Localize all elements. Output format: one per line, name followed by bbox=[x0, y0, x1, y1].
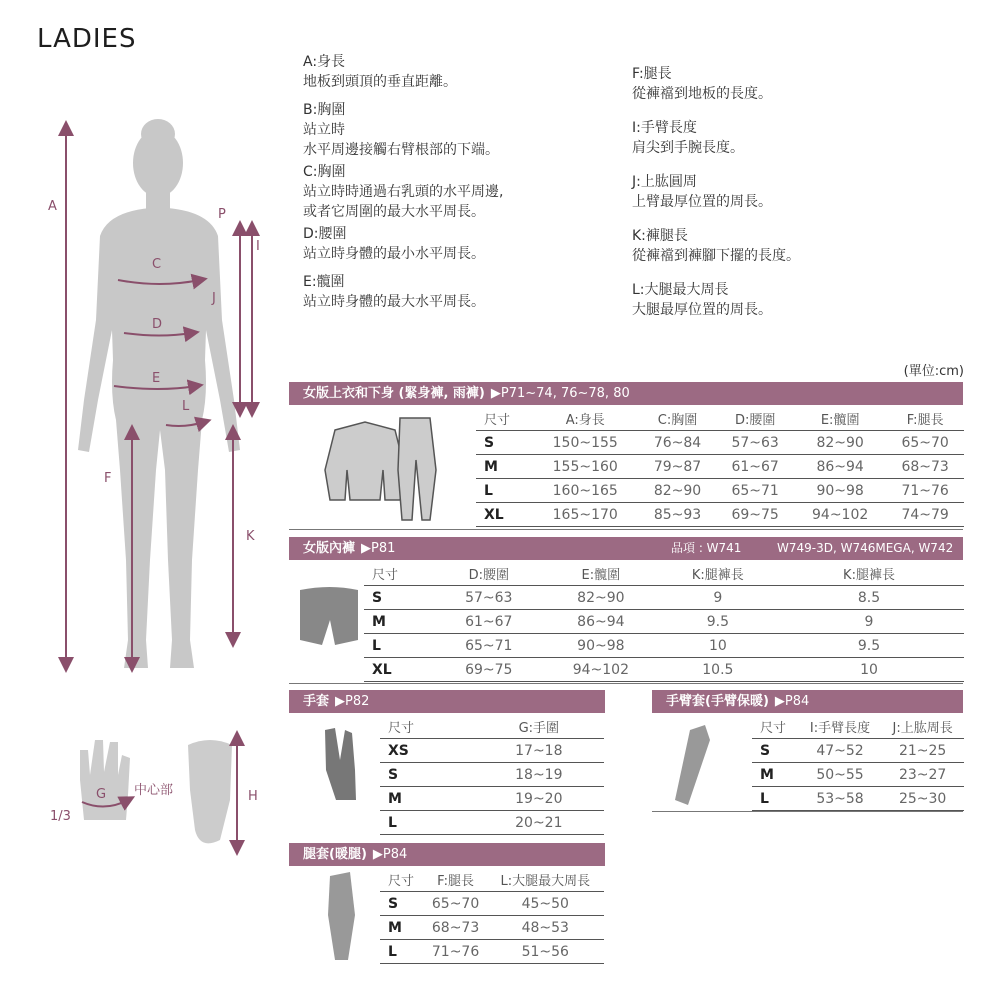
table-row: M 61~67 86~94 9.5 9 bbox=[364, 610, 964, 634]
table-row: S 47~52 21~25 bbox=[752, 739, 964, 763]
table-row: L 53~58 25~30 bbox=[752, 787, 964, 811]
definition-text: 從褲襠到地板的長度。 bbox=[632, 86, 772, 102]
definition-text: 或者它周圍的最大水平周長。 bbox=[303, 204, 485, 220]
section-title: 腿套(暖腿) bbox=[303, 847, 367, 862]
divider bbox=[289, 683, 963, 684]
label-center: 中心部 bbox=[134, 783, 174, 798]
table-row: XS 17~18 bbox=[380, 739, 604, 763]
table-row: M 155~160 79~87 61~67 86~94 68~73 bbox=[476, 455, 964, 479]
gloves-size-table bbox=[380, 715, 604, 835]
leg-size-table bbox=[380, 868, 604, 964]
definition-head: C:胸圍 bbox=[303, 164, 346, 180]
leg-warmer-illustration bbox=[328, 872, 355, 960]
label-l: L bbox=[182, 399, 190, 414]
table-row: XL 69~75 94~102 10.5 10 bbox=[364, 658, 964, 682]
label-d: D bbox=[152, 317, 163, 332]
divider bbox=[652, 811, 963, 812]
table-row: M 50~55 23~27 bbox=[752, 763, 964, 787]
definition-head: A:身長 bbox=[303, 54, 346, 70]
label-k: K bbox=[246, 529, 255, 544]
underwear-size-table bbox=[364, 562, 964, 682]
table-row: L 160~165 82~90 65~71 90~98 71~76 bbox=[476, 479, 964, 503]
page-ref: ▶P71~74, 76~78, 80 bbox=[490, 386, 630, 401]
shorts-illustration bbox=[300, 587, 358, 645]
label-i: I bbox=[256, 239, 260, 254]
label-f: F bbox=[104, 471, 112, 486]
label-h: H bbox=[248, 789, 258, 804]
arm-sleeve-illustration bbox=[675, 725, 710, 805]
section-title: 女版內褲 bbox=[303, 541, 356, 556]
table-row: M 68~73 48~53 bbox=[380, 916, 604, 940]
definition-head: F:腿長 bbox=[632, 66, 672, 82]
definition-head: E:髖圍 bbox=[303, 274, 345, 290]
definition-head: I:手臂長度 bbox=[632, 120, 697, 136]
tights-illustration bbox=[398, 418, 436, 520]
table-row: L 71~76 51~56 bbox=[380, 940, 604, 964]
glove-illustration bbox=[325, 728, 356, 800]
table-row: XL 165~170 85~93 69~75 94~102 74~79 bbox=[476, 503, 964, 527]
table-header-row: 尺寸 F:腿長 L:大腿最大周長 bbox=[380, 868, 604, 892]
definition-text: 肩尖到手腕長度。 bbox=[632, 140, 744, 156]
table-header-row: 尺寸 A:身長 C:胸圍 D:腰圍 E:髖圍 F:腿長 bbox=[476, 407, 964, 431]
arm-size-table bbox=[752, 715, 964, 811]
definition-text: 水平周邊接觸右臂根部的下端。 bbox=[303, 142, 499, 158]
page-ref: ▶P84 bbox=[774, 694, 810, 709]
section-title: 手臂套(手臂保暖) bbox=[666, 694, 769, 709]
table-row: S 65~70 45~50 bbox=[380, 892, 604, 916]
tops-size-table bbox=[476, 407, 964, 527]
table-row: S 18~19 bbox=[380, 763, 604, 787]
jacket-illustration bbox=[325, 422, 405, 500]
table-header-row: 尺寸 D:腰圍 E:髖圍 K:腿褲長 K:腿褲長 bbox=[364, 562, 964, 586]
item-label: 品項 : W741 bbox=[671, 541, 742, 555]
hand-illustration bbox=[80, 740, 130, 820]
unit-label: (單位:cm) bbox=[903, 364, 964, 379]
table-row: L 20~21 bbox=[380, 811, 604, 835]
item-label-2: W749-3D, W746MEGA, W742 bbox=[777, 541, 954, 555]
label-j: J bbox=[212, 291, 216, 306]
definition-text: 上臂最厚位置的周長。 bbox=[632, 194, 772, 210]
section-title: 女版上衣和下身 (緊身褲, 雨褲) bbox=[303, 386, 485, 401]
definition-text: 站立時時通過右乳頭的水平周邊, bbox=[303, 184, 504, 200]
page-ref: ▶P84 bbox=[372, 847, 408, 862]
tops-section-header bbox=[289, 382, 963, 405]
definition-head: B:胸圍 bbox=[303, 102, 346, 118]
label-p: P bbox=[218, 207, 226, 222]
definition-text: 從褲襠到褲腳下擺的長度。 bbox=[632, 248, 800, 264]
definition-text: 大腿最厚位置的周長。 bbox=[632, 302, 772, 318]
label-a: A bbox=[48, 199, 57, 214]
table-header-row: 尺寸 G:手圍 bbox=[380, 715, 604, 739]
definition-text: 站立時 bbox=[303, 122, 345, 138]
divider bbox=[289, 529, 963, 530]
table-row: M 19~20 bbox=[380, 787, 604, 811]
body-silhouette bbox=[78, 119, 240, 668]
table-header-row: 尺寸 I:手臂長度 J:上肱周長 bbox=[752, 715, 964, 739]
table-row: L 65~71 90~98 10 9.5 bbox=[364, 634, 964, 658]
definition-head: L:大腿最大周長 bbox=[632, 282, 729, 298]
label-e: E bbox=[152, 371, 161, 386]
arm-section-header bbox=[652, 690, 963, 713]
leg-section-header bbox=[289, 843, 605, 866]
page-ref: ▶P81 bbox=[361, 541, 396, 556]
foot-illustration bbox=[188, 740, 232, 843]
page-ref: ▶P82 bbox=[335, 694, 370, 709]
definition-head: J:上肱圓周 bbox=[632, 174, 697, 190]
label-g: G bbox=[96, 787, 107, 802]
gloves-section-header bbox=[289, 690, 605, 713]
page-title: LADIES bbox=[37, 24, 137, 54]
definition-text: 站立時身體的最小水平周長。 bbox=[303, 246, 485, 262]
definition-text: 站立時身體的最大水平周長。 bbox=[303, 294, 485, 310]
table-row: S 150~155 76~84 57~63 82~90 65~70 bbox=[476, 431, 964, 455]
label-c: C bbox=[152, 257, 162, 272]
definition-head: K:褲腿長 bbox=[632, 228, 688, 244]
table-row: S 57~63 82~90 9 8.5 bbox=[364, 586, 964, 610]
underwear-section-header bbox=[289, 537, 963, 560]
label-third: 1/3 bbox=[50, 809, 71, 824]
definition-text: 地板到頭頂的垂直距離。 bbox=[303, 74, 457, 90]
definition-head: D:腰圍 bbox=[303, 226, 347, 242]
section-title: 手套 bbox=[303, 694, 330, 709]
